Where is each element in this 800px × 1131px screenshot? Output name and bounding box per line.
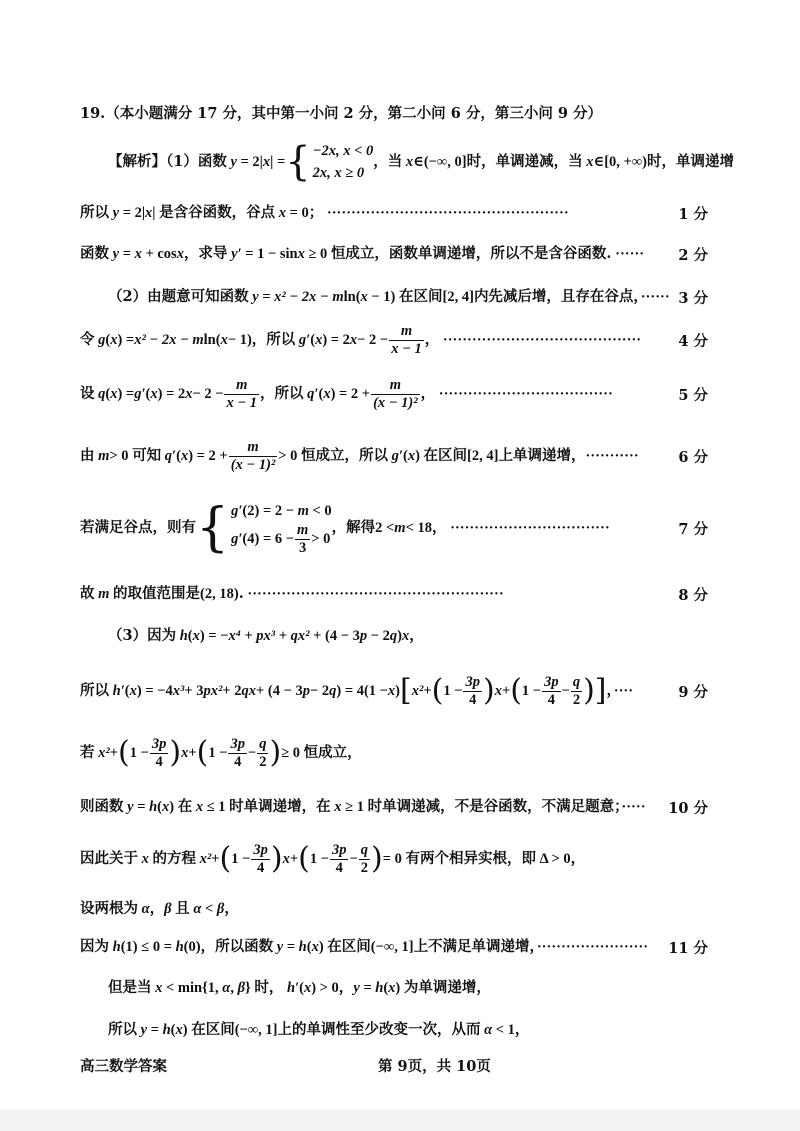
piecewise-cases: −2x, x < 0 2x, x ≥ 0	[312, 143, 374, 181]
solution-line3: 函数 y = x + cosx，求导 y′ = 1 − sinx ≥ 0 恒成立，函数单调递增，所以不是含谷函数. ······	[80, 245, 645, 262]
inequality-system: g′(2) = 2 − m < 0 g′ (4) = 6 − $\frac{m}{3}$ > 0	[231, 502, 332, 556]
footer-title: 高三数学答案	[80, 1058, 167, 1075]
solution-line14: 因此关于 x 的方程 x² + ( 1 − $\frac{3p}{4}$ ) x + ( 1 − $\frac{3p}{4}$ − $\frac{q}{2}$ ) = 0 有两个相异实根，即 Δ > 0，	[80, 841, 586, 876]
solution-line12: 若 x² + ( 1 − $\frac{3p}{4}$ ) x + ( 1 − $\frac{3p}{4}$ − $\frac{q}{2}$ ) ≥ 0 恒成立，	[80, 735, 362, 770]
solution-line8: 若满足谷点，则有 { g′(2) = 2 − m < 0 g′ (4) = 6 − $\frac{m}{3}$ > 0 ，解得 2 < m < 18 ， ·································	[80, 498, 610, 558]
fraction: $\frac{m}{\text{(x − 1)²}}$	[373, 376, 418, 411]
fraction: $\frac{m}{x - 1}$	[226, 376, 258, 411]
fraction: $\frac{m}{x - 1}$	[391, 322, 422, 357]
fraction: $\frac{3p}{4}$	[331, 841, 347, 876]
score-mark: 5 分	[678, 387, 708, 404]
solution-part2-line4: （2）由题意可知函数 y = x² − 2x − mln(x − 1) 在区间[2, 4]内先减后增，且存在谷点，······	[108, 288, 670, 305]
score-mark: 10 分	[668, 800, 708, 817]
solution-line18: 所以 y = h(x) 在区间(−∞, 1]上的单调性至少改变一次，从而 α < 1，	[108, 1021, 530, 1038]
solution-line11: 所以 h′ ( x ) = −4 x³ + 3 px² + 2 qx + (4 − 3 p − 2 q ) = 4(1 − x ) [ x² + ( 1 − $\frac{3p}{4}$ ) x + ( 1 − $\frac{3p}{4}$ − $\frac{q}{2}$ )] ，····	[80, 673, 634, 708]
score-mark: 2 分	[678, 247, 708, 264]
fraction: $\frac{q}{2}$	[360, 841, 368, 876]
fraction: $\frac{3p}{4}$	[151, 735, 167, 770]
solution-part1-line1: 【解析】（1）函数 y = 2| x | = { −2x, x < 0 2x, x ≥ 0 ，当 x ∈(−∞, 0] 时，单调递减，当 x ∈[0, +∞) 时，单调递增	[108, 139, 734, 185]
solution-line6: 设 q ( x ) = g′ ( x ) = 2 x − 2 − $\frac{m}{x - 1}$ ，所以 q′ ( x ) = 2 + $\frac{m}{\text{(x − 1)²}}$ ， ····································	[80, 376, 613, 411]
solution-line2: 所以 y = 2|x| 是含谷函数，谷点 x = 0； ··················································	[80, 204, 569, 221]
solution-line13: 则函数 y = h(x) 在 x ≤ 1 时单调递增，在 x ≥ 1 时单调递减，不是谷函数，不满足题意；·····	[80, 798, 646, 815]
solution-line17: 但是当 x < min{1, α, β} 时， h′(x) > 0，y = h(x) 为单调递增，	[108, 979, 491, 996]
solution-line7: 由 m > 0 可知 q′ ( x ) = 2 + $\frac{m}{\text{(x − 1)²}}$ > 0 恒成立，所以 g′ ( x ) 在区间 [2, 4] 上单调递增， ···········	[80, 438, 639, 473]
solution-line9: 故 m 的取值范围是(2, 18). ·····················································	[80, 585, 504, 602]
fraction: $\frac{3p}{4}$	[253, 841, 268, 876]
fraction: $\frac{q}{2}$	[572, 673, 581, 708]
solution-line5: 令 g ( x ) = x² − 2x − m ln( x − 1) ，所以 g′ ( x ) = 2 x − 2 − $\frac{m}{x - 1}$ ， ·········································	[80, 322, 642, 357]
brace-symbol: {	[196, 498, 230, 558]
page-number: 第 9页，共 10页	[378, 1058, 491, 1075]
score-mark: 4 分	[678, 333, 708, 350]
score-mark: 1 分	[678, 206, 708, 223]
fraction: $\frac{3p}{4}$	[465, 673, 480, 708]
score-mark: 6 分	[678, 449, 708, 466]
score-mark: 8 分	[678, 587, 708, 604]
score-mark: 3 分	[678, 290, 708, 307]
score-mark: 7 分	[678, 521, 708, 538]
fraction: $\frac{3p}{4}$	[544, 673, 559, 708]
fraction: $\frac{3p}{4}$	[230, 735, 245, 770]
score-mark: 9 分	[678, 684, 708, 701]
brace-symbol: {	[285, 139, 311, 185]
question-header: 19.（本小题满分 17 分，其中第一小问 2 分，第二小问 6 分，第三小问 9 分）	[80, 105, 603, 122]
math-expr: y	[226, 154, 241, 170]
fraction: $\frac{m}{\text{(x − 1)²}}$	[230, 438, 276, 473]
solution-part3-line10: （3）因为 h(x) = −x⁴ + px³ + qx² + (4 − 3p − 2q)x，	[108, 627, 424, 644]
page-bottom-strip	[0, 1109, 800, 1131]
fraction: $\frac{q}{2}$	[259, 735, 267, 770]
score-mark: 11 分	[668, 940, 708, 957]
solution-line16: 因为 h(1) ≤ 0 = h(0)，所以函数 y = h(x) 在区间(−∞, 1]上不满足单调递增，·······················	[80, 938, 649, 955]
solution-line15: 设两根为 α，β 且 α < β，	[80, 900, 239, 917]
